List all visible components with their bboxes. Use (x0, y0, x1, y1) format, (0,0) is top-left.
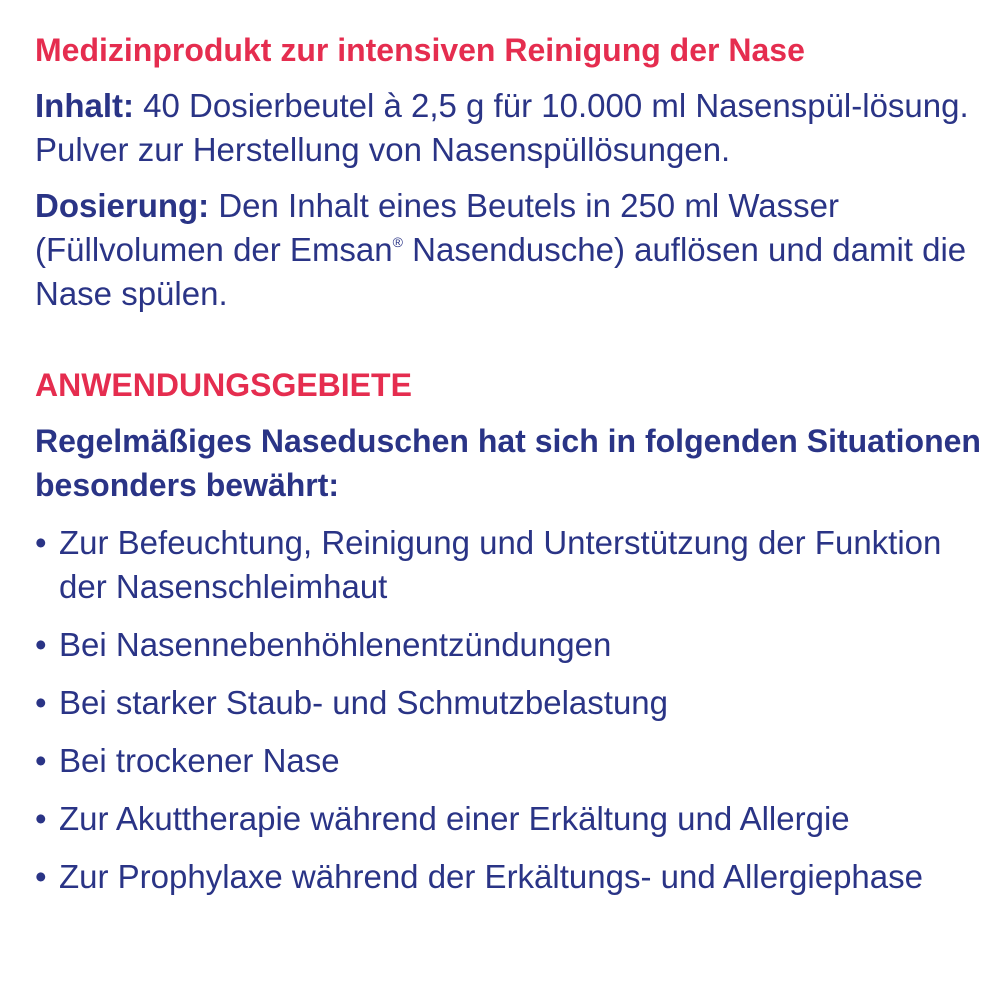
content-paragraph (35, 84, 985, 172)
list-item (35, 855, 985, 899)
dosage-text-before: Den Inhalt eines Beutels in 250 ml Wasser (Füllvolumen der Emsan (35, 187, 839, 268)
list-item (35, 681, 985, 725)
list-item-text: Bei Nasennebenhöhlenentzündungen (59, 626, 612, 663)
list-item (35, 739, 985, 783)
section-title: ANWENDUNGSGEBIETE (35, 367, 412, 403)
bullet-icon: • (35, 684, 47, 721)
product-info-page (35, 28, 985, 913)
bullet-icon: • (35, 524, 47, 561)
bullet-icon: • (35, 858, 47, 895)
content-text: 40 Dosierbeutel à 2,5 g für 10.000 ml Nasenspül-lösung. Pulver zur Herstellung von Nasenspüllösungen. (35, 87, 969, 168)
bullet-icon: • (35, 742, 47, 779)
list-item (35, 623, 985, 667)
registered-trademark-mark: ® (392, 234, 403, 250)
dosage-paragraph (35, 184, 985, 316)
product-headline: Medizinprodukt zur intensiven Reinigung der Nase (35, 32, 805, 68)
list-item-text: Zur Befeuchtung, Reinigung und Unterstützung der Funktion der Nasenschleimhaut (59, 524, 942, 605)
list-item-text: Zur Akuttherapie während einer Erkältung und Allergie (59, 800, 850, 837)
bullet-icon: • (35, 800, 47, 837)
list-item (35, 521, 985, 609)
dosage-label: Dosierung: (35, 187, 210, 224)
list-item-text: Bei trockener Nase (59, 742, 340, 779)
bullet-icon: • (35, 626, 47, 663)
content-label: Inhalt: (35, 87, 134, 124)
dosage-text-after: Nasendusche) auflösen und damit die Nase spülen. (35, 231, 967, 312)
list-item-text: Bei starker Staub- und Schmutzbelastung (59, 684, 669, 721)
indications-list (35, 521, 985, 899)
list-item (35, 797, 985, 841)
list-item-text: Zur Prophylaxe während der Erkältungs- und Allergiephase (59, 858, 923, 895)
section-intro: Regelmäßiges Naseduschen hat sich in folgenden Situationen besonders bewährt: (35, 423, 981, 503)
